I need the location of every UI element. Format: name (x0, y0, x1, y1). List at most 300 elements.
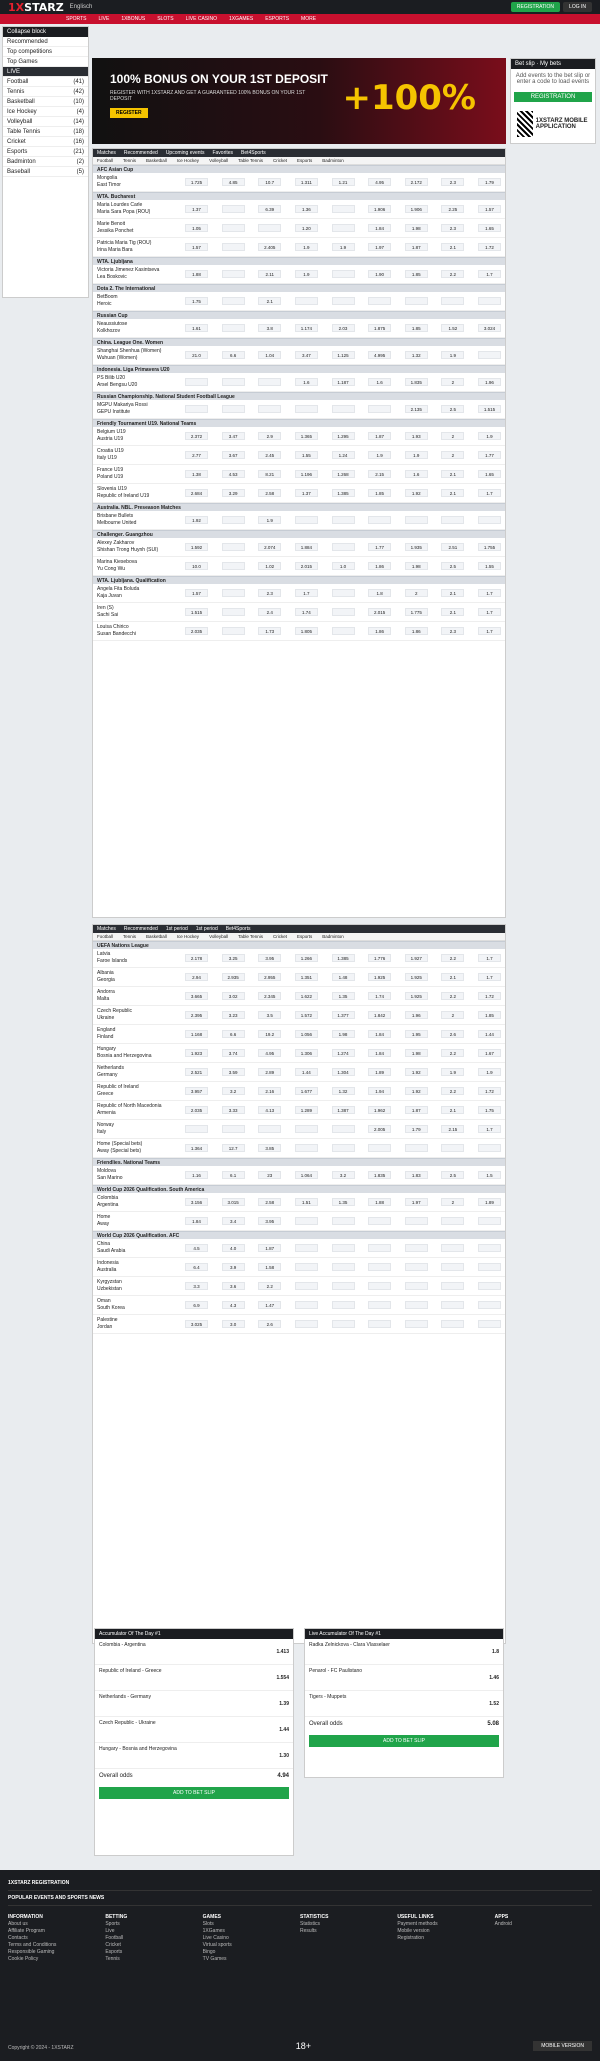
league-header[interactable]: Russian Championship. National Student Football League (93, 392, 505, 400)
banner-register-button[interactable]: REGISTER (110, 108, 148, 118)
odd-button[interactable]: 2.405 (258, 243, 281, 251)
odd-button[interactable]: 3.02 (222, 992, 245, 1000)
sport-filter[interactable]: Football (97, 934, 114, 939)
odd-button[interactable]: 2.3 (258, 589, 281, 597)
odd-button[interactable] (368, 1217, 391, 1225)
event-row[interactable] (93, 446, 505, 465)
odd-button[interactable]: 1.65 (478, 224, 501, 232)
odd-button[interactable]: 3.74 (222, 1049, 245, 1057)
odd-button[interactable]: 1.9 (332, 243, 355, 251)
odd-button[interactable]: 23 (258, 1171, 281, 1179)
league-header[interactable]: Australia. NBL. Preseason Matches (93, 503, 505, 511)
event-row[interactable] (93, 400, 505, 419)
sidebar-item[interactable] (3, 77, 88, 87)
sport-filter[interactable]: Table Tennis (238, 934, 264, 939)
event-row[interactable] (93, 1239, 505, 1258)
footer-link[interactable]: Virtual sports (202, 1942, 232, 1948)
odd-button[interactable]: 2 (441, 1198, 464, 1206)
odd-button[interactable]: 1.16 (185, 1171, 208, 1179)
odd-button[interactable]: 1.51 (295, 1198, 318, 1206)
odd-button[interactable] (332, 1282, 355, 1290)
odd-button[interactable]: 1.73 (258, 627, 281, 635)
odd-button[interactable]: 1.98 (405, 562, 428, 570)
odd-button[interactable]: 1.6 (295, 378, 318, 386)
nav-item[interactable]: 1XGAMES (229, 16, 254, 22)
odd-button[interactable] (441, 1244, 464, 1252)
odd-button[interactable]: 2.2 (258, 1282, 281, 1290)
odd-button[interactable]: 1.84 (368, 1049, 391, 1057)
odd-button[interactable] (222, 405, 245, 413)
sidebar-item[interactable] (3, 127, 88, 137)
odd-button[interactable]: 1.6 (368, 378, 391, 386)
odd-button[interactable] (332, 627, 355, 635)
odd-button[interactable]: 6.6 (222, 351, 245, 359)
odd-button[interactable]: 1.75 (478, 1106, 501, 1114)
nav-item[interactable]: SPORTS (66, 16, 87, 22)
odd-button[interactable]: 2.035 (185, 1106, 208, 1114)
event-row[interactable] (93, 557, 505, 576)
event-row[interactable] (93, 219, 505, 238)
odd-button[interactable]: 2.2 (441, 954, 464, 962)
footer-link[interactable]: Registration (397, 1935, 424, 1941)
odd-button[interactable]: 3.67 (222, 451, 245, 459)
odd-button[interactable]: 1.9 (478, 1068, 501, 1076)
odd-button[interactable]: 1.7 (478, 608, 501, 616)
event-row[interactable] (93, 1082, 505, 1101)
sport-filter[interactable]: Volleyball (209, 158, 229, 163)
odd-button[interactable]: 2.11 (258, 270, 281, 278)
odd-button[interactable]: 1.875 (368, 324, 391, 332)
odd-button[interactable]: 2.03 (332, 324, 355, 332)
sidebar-item[interactable] (3, 137, 88, 147)
odd-button[interactable] (332, 405, 355, 413)
odd-button[interactable] (441, 1217, 464, 1225)
footer-link[interactable]: Bingo (202, 1949, 216, 1955)
event-row[interactable] (93, 1044, 505, 1063)
footer-link[interactable]: Payment methods (397, 1921, 438, 1927)
event-row[interactable] (93, 949, 505, 968)
odd-button[interactable]: 3.25 (222, 954, 245, 962)
odd-button[interactable]: 1.57 (185, 243, 208, 251)
footer-link[interactable]: Results (299, 1928, 317, 1934)
footer-link[interactable]: Slots (202, 1921, 214, 1927)
odd-button[interactable]: 1.48 (332, 973, 355, 981)
acc2-add-button[interactable]: ADD TO BET SLIP (309, 1735, 499, 1747)
odd-button[interactable] (295, 1263, 318, 1271)
odd-button[interactable]: 2.5 (441, 1171, 464, 1179)
event-row[interactable] (93, 603, 505, 622)
odd-button[interactable]: 1.96 (478, 378, 501, 386)
odd-button[interactable]: 1.9 (441, 351, 464, 359)
event-row[interactable] (93, 319, 505, 338)
odd-button[interactable] (258, 378, 281, 386)
odd-button[interactable]: 3.85 (258, 1144, 281, 1152)
footer-popular[interactable]: POPULAR EVENTS AND SPORTS NEWS (8, 1891, 592, 1906)
league-header[interactable]: UEFA Nations League (93, 941, 505, 949)
sidebar-registration-button[interactable]: REGISTRATION (514, 92, 592, 102)
odd-button[interactable]: 1.7 (478, 973, 501, 981)
acc-odd[interactable]: 1.413 (276, 1649, 289, 1655)
league-header[interactable]: Challenger. Guangzhou (93, 530, 505, 538)
odd-button[interactable]: 2.3 (441, 627, 464, 635)
odd-button[interactable]: 1.906 (368, 205, 391, 213)
odd-button[interactable] (332, 297, 355, 305)
odd-button[interactable] (222, 627, 245, 635)
odd-button[interactable]: 3.47 (295, 351, 318, 359)
odd-button[interactable]: 1.92 (405, 1068, 428, 1076)
collapse-block[interactable]: Collapse block (3, 27, 88, 37)
odd-button[interactable] (258, 1125, 281, 1133)
league-header[interactable]: WTA. Ljubljana (93, 257, 505, 265)
odd-button[interactable] (478, 1244, 501, 1252)
odd-button[interactable]: 1.55 (478, 562, 501, 570)
odd-button[interactable]: 1.385 (332, 489, 355, 497)
odd-button[interactable]: 1.268 (332, 470, 355, 478)
odd-button[interactable] (222, 516, 245, 524)
odd-button[interactable]: 3.47 (222, 432, 245, 440)
odd-button[interactable]: 3.665 (185, 992, 208, 1000)
odd-button[interactable]: 1.97 (405, 1198, 428, 1206)
sport-filter[interactable]: Ice Hockey (176, 158, 200, 163)
odd-button[interactable]: 3.6 (222, 1282, 245, 1290)
odd-button[interactable]: 1.32 (405, 351, 428, 359)
odd-button[interactable]: 2.005 (368, 1125, 391, 1133)
odd-button[interactable]: 1.98 (405, 224, 428, 232)
odd-button[interactable] (222, 562, 245, 570)
odd-button[interactable]: 1.962 (368, 1106, 391, 1114)
odd-button[interactable]: 1.04 (258, 351, 281, 359)
odd-button[interactable]: 1.47 (258, 1301, 281, 1309)
event-row[interactable] (93, 538, 505, 557)
footer-link[interactable]: Live (105, 1928, 115, 1934)
odd-button[interactable]: 1.93 (405, 432, 428, 440)
odd-button[interactable]: 1.927 (405, 954, 428, 962)
odd-button[interactable]: 1.925 (405, 973, 428, 981)
odd-button[interactable]: 2.15 (441, 1125, 464, 1133)
odd-button[interactable]: 2.89 (258, 1068, 281, 1076)
odd-button[interactable]: 1.387 (332, 1106, 355, 1114)
odd-button[interactable]: 1.20 (295, 224, 318, 232)
odd-button[interactable]: 1.9 (258, 516, 281, 524)
odd-button[interactable] (441, 1263, 464, 1271)
odd-button[interactable]: 1.37 (185, 205, 208, 213)
odd-button[interactable]: 2.77 (185, 451, 208, 459)
odd-button[interactable] (332, 1144, 355, 1152)
odd-button[interactable] (222, 270, 245, 278)
odd-button[interactable]: 2.395 (185, 1011, 208, 1019)
odd-button[interactable]: 2.2 (441, 270, 464, 278)
odd-button[interactable] (368, 1263, 391, 1271)
nav-item[interactable]: LIVE CASINO (185, 16, 218, 22)
odd-button[interactable]: 1.57 (185, 589, 208, 597)
odd-button[interactable]: 1.38 (185, 470, 208, 478)
odd-button[interactable]: 1.274 (332, 1049, 355, 1057)
tab[interactable]: Matches (97, 150, 116, 156)
odd-button[interactable] (332, 608, 355, 616)
odd-button[interactable]: 1.572 (295, 1011, 318, 1019)
odd-button[interactable] (368, 297, 391, 305)
acc-odd[interactable]: 1.30 (279, 1753, 289, 1759)
odd-button[interactable]: 2.372 (185, 432, 208, 440)
odd-button[interactable]: 21.0 (185, 351, 208, 359)
sidebar-item[interactable] (3, 107, 88, 117)
event-row[interactable] (93, 511, 505, 530)
odd-button[interactable] (295, 1244, 318, 1252)
odd-button[interactable] (332, 1320, 355, 1328)
odd-button[interactable] (332, 1263, 355, 1271)
odd-button[interactable]: 1.90 (368, 270, 391, 278)
odd-button[interactable] (222, 324, 245, 332)
odd-button[interactable] (185, 1125, 208, 1133)
mobile-version-button[interactable]: MOBILE VERSION (533, 2041, 592, 2051)
odd-button[interactable]: 1.21 (332, 178, 355, 186)
league-header[interactable]: WTA. Ljubljana. Qualification (93, 576, 505, 584)
odd-button[interactable]: 2 (441, 378, 464, 386)
sport-filter[interactable]: Esports (297, 934, 313, 939)
odd-button[interactable]: 1.67 (478, 1049, 501, 1057)
tab[interactable]: 1st period (165, 926, 188, 932)
odd-button[interactable]: 1.056 (295, 1030, 318, 1038)
odd-button[interactable]: 4.53 (222, 470, 245, 478)
odd-button[interactable]: 4.13 (258, 1106, 281, 1114)
event-row[interactable] (93, 1025, 505, 1044)
sidebar-item[interactable] (3, 117, 88, 127)
odd-button[interactable] (332, 516, 355, 524)
footer-link[interactable]: Football (105, 1935, 124, 1941)
odd-button[interactable]: 2 (405, 589, 428, 597)
odd-button[interactable] (332, 589, 355, 597)
event-row[interactable] (93, 292, 505, 311)
sport-filter[interactable]: Basketball (146, 934, 167, 939)
sport-filter[interactable]: Badminton (322, 934, 344, 939)
odd-button[interactable] (405, 1301, 428, 1309)
odd-button[interactable] (441, 1144, 464, 1152)
odd-button[interactable] (478, 1320, 501, 1328)
odd-button[interactable]: 1.064 (295, 1171, 318, 1179)
event-row[interactable] (93, 1193, 505, 1212)
odd-button[interactable]: 3.3 (185, 1282, 208, 1290)
sidebar-item[interactable] (3, 67, 88, 77)
odd-button[interactable]: 1.9 (478, 432, 501, 440)
odd-button[interactable]: 12.7 (222, 1144, 245, 1152)
odd-button[interactable]: 1.385 (332, 954, 355, 962)
odd-button[interactable]: 2.6 (441, 1030, 464, 1038)
acc1-add-button[interactable]: ADD TO BET SLIP (99, 1787, 289, 1799)
odd-button[interactable] (478, 1301, 501, 1309)
odd-button[interactable]: 1.7 (478, 589, 501, 597)
odd-button[interactable] (332, 1301, 355, 1309)
odd-button[interactable]: 3.23 (222, 1011, 245, 1019)
odd-button[interactable]: 1.36 (295, 205, 318, 213)
footer-registration[interactable]: 1XSTARZ REGISTRATION (8, 1876, 592, 1891)
odd-button[interactable]: 1.592 (185, 543, 208, 551)
odd-button[interactable]: 2.15 (368, 470, 391, 478)
odd-button[interactable]: 1.842 (368, 1011, 391, 1019)
odd-button[interactable]: 2.45 (258, 451, 281, 459)
odd-button[interactable]: 4.5 (185, 1244, 208, 1252)
odd-button[interactable]: 2.58 (258, 489, 281, 497)
event-row[interactable] (93, 1296, 505, 1315)
odd-button[interactable]: 2.5 (441, 562, 464, 570)
odd-button[interactable]: 1.85 (478, 1011, 501, 1019)
odd-button[interactable]: 1.89 (368, 1068, 391, 1076)
odd-button[interactable]: 1.835 (368, 1171, 391, 1179)
odd-button[interactable]: 2.1 (258, 297, 281, 305)
odd-button[interactable]: 4.95 (368, 178, 391, 186)
event-row[interactable] (93, 1277, 505, 1296)
odd-button[interactable]: 2.955 (258, 973, 281, 981)
odd-button[interactable]: 1.0 (332, 562, 355, 570)
odd-button[interactable] (185, 378, 208, 386)
odd-button[interactable] (222, 608, 245, 616)
odd-button[interactable] (332, 1125, 355, 1133)
odd-button[interactable]: 1.84 (368, 1030, 391, 1038)
sidebar-item[interactable] (3, 37, 88, 47)
odd-button[interactable]: 3.8 (258, 324, 281, 332)
odd-button[interactable] (405, 1282, 428, 1290)
odd-button[interactable] (332, 224, 355, 232)
odd-button[interactable]: 1.92 (405, 489, 428, 497)
odd-button[interactable]: 1.925 (368, 973, 391, 981)
odd-button[interactable] (295, 516, 318, 524)
odd-button[interactable]: 1.906 (405, 205, 428, 213)
sport-filter[interactable]: Basketball (146, 158, 167, 163)
odd-button[interactable]: 1.7 (295, 589, 318, 597)
odd-button[interactable]: 2.015 (368, 608, 391, 616)
odd-button[interactable]: 1.364 (185, 1144, 208, 1152)
sport-filter[interactable]: Tennis (123, 158, 137, 163)
event-row[interactable] (93, 1063, 505, 1082)
odd-button[interactable]: 1.6 (405, 470, 428, 478)
odd-button[interactable] (441, 297, 464, 305)
odd-button[interactable]: 2.2 (441, 1049, 464, 1057)
odd-button[interactable]: 1.266 (295, 954, 318, 962)
odd-button[interactable] (368, 405, 391, 413)
sidebar-item[interactable] (3, 167, 88, 177)
odd-button[interactable] (295, 1282, 318, 1290)
odd-button[interactable] (368, 1301, 391, 1309)
odd-button[interactable]: 1.677 (295, 1087, 318, 1095)
event-row[interactable] (93, 373, 505, 392)
odd-button[interactable]: 1.7 (478, 270, 501, 278)
event-row[interactable] (93, 1139, 505, 1158)
footer-link[interactable]: Cricket (105, 1942, 121, 1948)
footer-link[interactable]: Cookie Policy (8, 1956, 39, 1962)
odd-button[interactable] (405, 1144, 428, 1152)
odd-button[interactable]: 1.61 (185, 324, 208, 332)
odd-button[interactable]: 1.77 (478, 451, 501, 459)
odd-button[interactable]: 1.98 (332, 1030, 355, 1038)
odd-button[interactable] (222, 589, 245, 597)
odd-button[interactable]: 6.9 (185, 1301, 208, 1309)
event-row[interactable] (93, 1101, 505, 1120)
odd-button[interactable] (332, 205, 355, 213)
odd-button[interactable]: 1.44 (478, 1030, 501, 1038)
league-header[interactable]: China. League One. Women (93, 338, 505, 346)
odd-button[interactable]: 3.957 (185, 1087, 208, 1095)
footer-link[interactable]: Statistics (299, 1921, 320, 1927)
odd-button[interactable]: 6.4 (185, 1263, 208, 1271)
odd-button[interactable]: 2.25 (441, 205, 464, 213)
event-row[interactable] (93, 584, 505, 603)
odd-button[interactable]: 2.4 (258, 608, 281, 616)
odd-button[interactable]: 2 (441, 451, 464, 459)
odd-button[interactable] (441, 1320, 464, 1328)
promo-banner[interactable] (92, 58, 506, 144)
event-row[interactable] (93, 465, 505, 484)
odd-button[interactable]: 1.515 (478, 405, 501, 413)
odd-button[interactable]: 2.521 (185, 1068, 208, 1076)
registration-button[interactable]: REGISTRATION (511, 2, 560, 12)
odd-button[interactable]: 1.72 (478, 1087, 501, 1095)
odd-button[interactable]: 1.72 (478, 243, 501, 251)
odd-button[interactable] (258, 224, 281, 232)
odd-button[interactable]: 1.187 (332, 378, 355, 386)
footer-link[interactable]: 1XGames (202, 1928, 225, 1934)
odd-button[interactable]: 1.57 (478, 205, 501, 213)
odd-button[interactable]: 1.7 (478, 1125, 501, 1133)
odd-button[interactable]: 1.77 (368, 543, 391, 551)
odd-button[interactable] (441, 516, 464, 524)
odd-button[interactable]: 1.98 (405, 1049, 428, 1057)
tab[interactable]: Bet4Sports (241, 150, 266, 156)
acc-odd[interactable]: 1.46 (489, 1675, 499, 1681)
odd-button[interactable]: 1.805 (295, 627, 318, 635)
footer-link[interactable]: TV Games (202, 1956, 227, 1962)
odd-button[interactable]: 1.97 (368, 243, 391, 251)
footer-link[interactable]: Affiliate Program (8, 1928, 45, 1934)
sport-filter[interactable]: Esports (297, 158, 313, 163)
odd-button[interactable] (295, 1144, 318, 1152)
odd-button[interactable] (185, 405, 208, 413)
odd-button[interactable]: 1.622 (295, 992, 318, 1000)
odd-button[interactable]: 1.88 (368, 1198, 391, 1206)
odd-button[interactable]: 1.7 (478, 954, 501, 962)
odd-button[interactable] (441, 1301, 464, 1309)
odd-button[interactable]: 2.1 (441, 470, 464, 478)
odd-button[interactable]: 1.9 (295, 243, 318, 251)
odd-button[interactable]: 1.9 (368, 451, 391, 459)
odd-button[interactable]: 6.1 (222, 1171, 245, 1179)
bet-slip-tab[interactable]: Bet slip · My bets (511, 59, 595, 69)
odd-button[interactable]: 4.995 (368, 351, 391, 359)
odd-button[interactable]: 3.29 (222, 489, 245, 497)
odd-button[interactable]: 1.92 (405, 1087, 428, 1095)
event-row[interactable] (93, 200, 505, 219)
odd-button[interactable]: 1.923 (185, 1049, 208, 1057)
nav-item[interactable]: ESPORTS (265, 16, 290, 22)
odd-button[interactable]: 1.85 (405, 270, 428, 278)
odd-button[interactable]: 2.015 (295, 562, 318, 570)
odd-button[interactable]: 2.6 (258, 1320, 281, 1328)
odd-button[interactable] (222, 543, 245, 551)
sport-filter[interactable]: Cricket (273, 934, 288, 939)
event-row[interactable] (93, 1006, 505, 1025)
event-row[interactable] (93, 427, 505, 446)
league-header[interactable]: Friendly Tournament U19. National Teams (93, 419, 505, 427)
acc-odd[interactable]: 1.8 (492, 1649, 499, 1655)
odd-button[interactable]: 1.935 (405, 543, 428, 551)
odd-button[interactable] (295, 405, 318, 413)
odd-button[interactable]: 2.1 (441, 243, 464, 251)
odd-button[interactable]: 2.178 (185, 954, 208, 962)
odd-button[interactable]: 1.9 (441, 1068, 464, 1076)
league-header[interactable]: Friendlies. National Teams (93, 1158, 505, 1166)
odd-button[interactable]: 2.135 (405, 405, 428, 413)
odd-button[interactable]: 2.1 (441, 589, 464, 597)
league-header[interactable]: Russian Cup (93, 311, 505, 319)
nav-item[interactable]: MORE (301, 16, 317, 22)
